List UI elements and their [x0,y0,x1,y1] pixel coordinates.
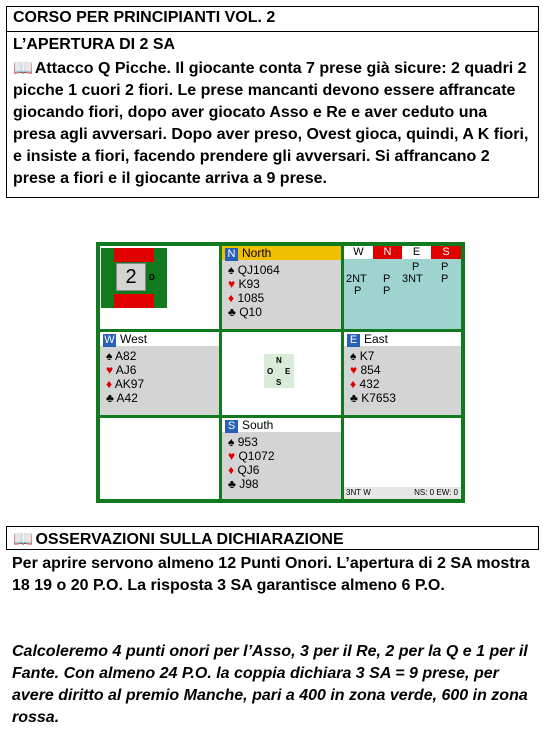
vulnerability-red-bottom [114,294,154,308]
north-dir-badge: N [225,248,238,261]
book-icon: 📖 [13,60,33,77]
club-icon: ♣ [106,391,114,405]
club-icon: ♣ [350,391,358,405]
bid-r1-s: P [441,273,449,285]
west-name: West [120,332,148,346]
compass-s: S [276,378,282,387]
diamond-icon: ♦ [106,377,113,391]
bid-header-w: W [353,246,364,258]
west-clubs: A42 [116,391,138,405]
bid-r2-w: P [354,285,362,297]
club-icon: ♣ [228,477,236,491]
east-diamonds: 432 [359,377,380,391]
north-header [222,246,341,260]
intro-text: Attacco Q Picche. Il giocante conta 7 prese già sicure: 2 quadri 2 picche 1 cuori 2 fiori. Le prese mancanti devono essere affrancate giocando fiori, dopo aver giocato Asso e Re e aver ceduto una presa agli avversari. Dopo aver preso, Ovest gioca, quindi, A K fiori, e insiste a fiori, facendo prendere gli avversari. Si affrancano 2 prese a fiori e il giocante arriva a 9 prese. [13,60,529,187]
spade-icon: ♠ [228,435,235,449]
club-icon: ♣ [228,305,236,319]
west-diamonds: AK97 [114,377,145,391]
west-cards [106,349,144,405]
bidding-box [344,246,461,329]
compass-n: N [276,356,282,365]
contract-bar [344,487,461,499]
board-number: 2 [125,266,137,288]
south-dir-badge: S [225,420,238,433]
spade-icon: ♠ [106,349,113,363]
bid-r1-w: 2NT [346,273,367,285]
south-header [222,418,341,432]
west-dir-badge: W [104,334,115,346]
bid-header-e: E [412,246,421,258]
bid-r2-n: P [383,285,391,297]
diamond-icon: ♦ [350,377,357,391]
book-icon: 📖 [13,531,33,548]
south-hand [222,418,341,499]
vulnerability-red-top [114,248,154,262]
spade-icon: ♠ [350,349,357,363]
east-hearts: 854 [360,363,381,377]
bid-r1-n: P [383,273,391,285]
course-title-text: CORSO PER PRINCIPIANTI VOL. 2 [13,9,276,26]
north-diamonds: 1085 [237,291,265,305]
lesson-title: L’APERTURA DI 2 SA [13,36,176,53]
diamond-icon: ♦ [228,463,235,477]
table-center [222,332,341,415]
south-spades: 953 [237,435,258,449]
compass-e: E [285,367,291,376]
west-hand [100,332,219,415]
south-hearts: Q1072 [238,449,275,463]
bid-header-s: S [431,246,461,259]
bid-header-n: N [373,246,402,259]
bridge-board [96,242,465,503]
east-cards [350,349,396,405]
south-cards [228,435,275,491]
east-dir-badge: E [347,334,360,347]
empty-corner-sw [100,418,219,499]
heart-icon: ♥ [350,363,358,377]
west-hearts: AJ6 [115,363,137,377]
score: NS: 0 EW: 0 [414,488,458,497]
north-name: North [242,246,272,260]
east-name: East [364,332,389,346]
dealer-mark: D [149,273,155,282]
north-clubs: Q10 [239,305,262,319]
north-cards [228,263,280,319]
east-hand [344,332,461,415]
compass [264,354,294,388]
intro-paragraph [13,58,532,190]
bid-r0-s: P [441,261,449,273]
observations-text: Per aprire servono almeno 12 Punti Onori. L’apertura di 2 SA mostra 18 19 o 20 P.O. La risposta 3 SA garantisce almeno 6 P.O. [12,555,530,594]
north-spades: QJ1064 [237,263,280,277]
course-title [6,6,539,32]
contract: 3NT W [346,488,371,497]
heart-icon: ♥ [228,277,236,291]
empty-corner-se [344,418,461,499]
diamond-icon: ♦ [228,291,235,305]
bid-r0-e: P [412,261,420,273]
observations-title-text: OSSERVAZIONI SULLA DICHIARAZIONE [35,531,344,548]
points-explanation: Calcoleremo 4 punti onori per l’Asso, 3 per il Re, 2 per la Q e 1 per il Fante. Con almeno 24 P.O. la coppia dichiara 3 SA = 9 prese, per avere diritto al premio Manche, pari a 400 in zona verde, 600 in zona rossa. [12,643,528,726]
heart-icon: ♥ [106,363,114,377]
west-header [100,332,219,346]
east-clubs: K7653 [361,391,396,405]
intro-section [6,32,539,198]
east-header [344,332,461,346]
east-spades: K7 [359,349,375,363]
heart-icon: ♥ [228,449,236,463]
bid-r1-e: 3NT [402,273,423,285]
south-diamonds: QJ6 [237,463,260,477]
west-spades: A82 [115,349,137,363]
south-name: South [242,418,274,432]
board-number-box [116,263,146,291]
observations-title [6,526,539,550]
south-clubs: J98 [239,477,259,491]
north-hand [222,246,341,329]
compass-o: O [267,367,274,376]
north-hearts: K93 [238,277,260,291]
spade-icon: ♠ [228,263,235,277]
board-number-cell [100,246,219,329]
